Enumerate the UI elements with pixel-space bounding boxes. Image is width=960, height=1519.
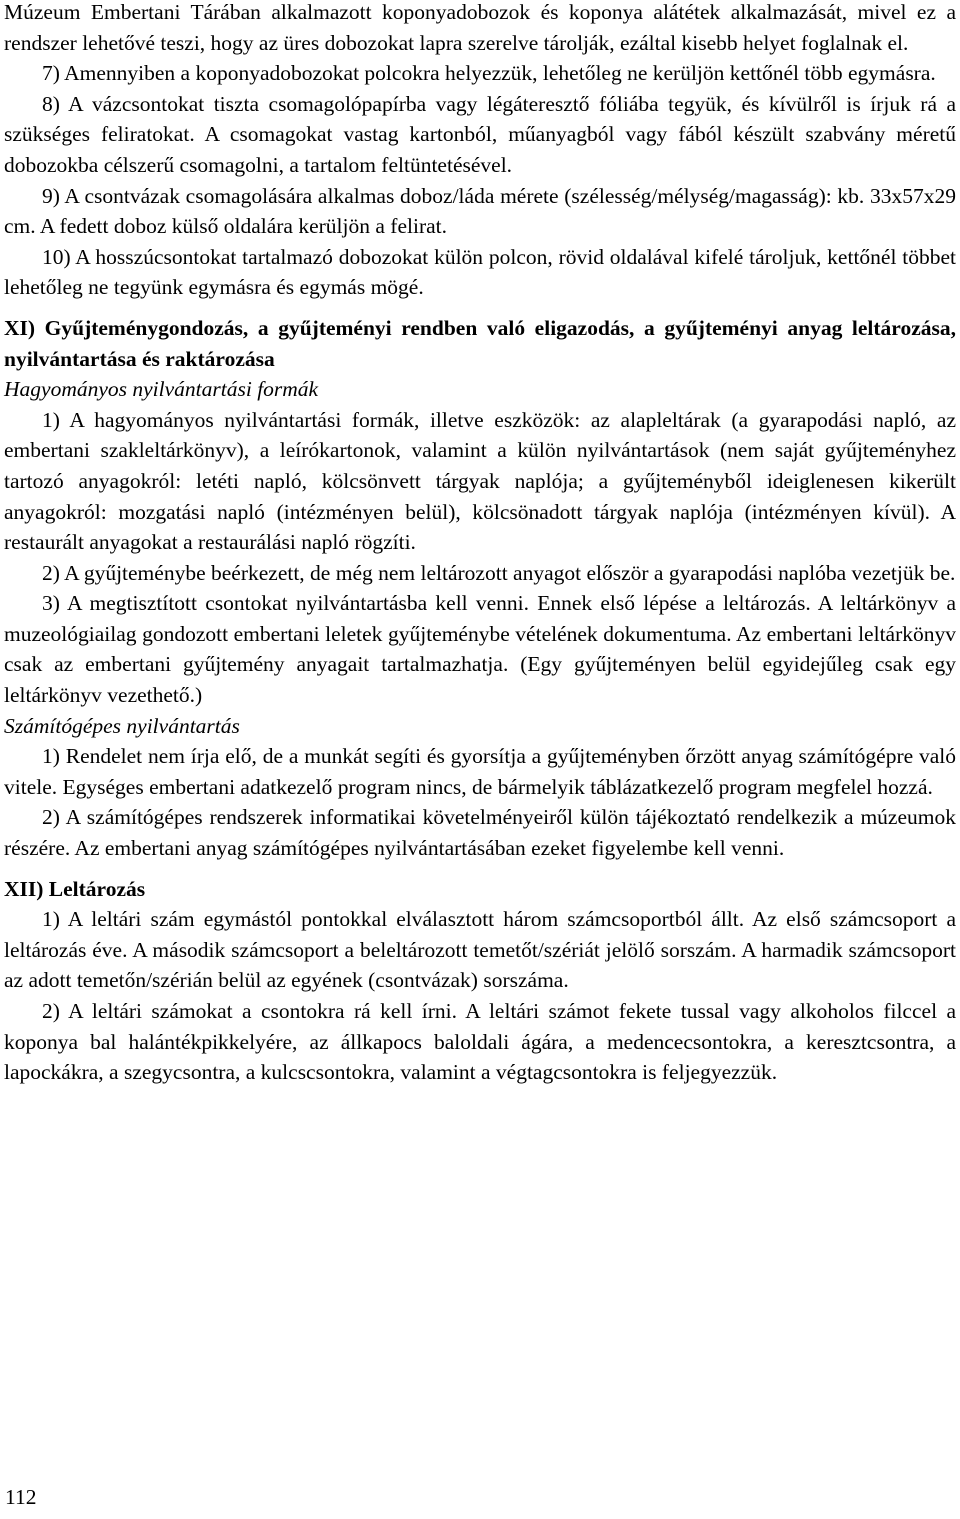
list-item-10: 10) A hosszúcsontokat tartalmazó dobozokat külön polcon, rövid oldalával kifelé tároljuk, kettőnél többet lehetőleg ne tegyünk egymásra és egymás mögé. [4, 244, 956, 300]
list-item-9: 9) A csontvázak csomagolására alkalmas doboz/láda mérete (szélesség/mélység/magasság): kb. 33x57x29 cm. A fedett doboz külső oldalára kerüljön a felirat. [4, 183, 956, 239]
page-number: 112 [5, 1485, 37, 1509]
document-page [4, 0, 956, 1088]
section-xii-heading: XII) Leltározás [4, 876, 146, 901]
section-xi-heading: XI) Gyűjteménygondozás, a gyűjteményi rendben való eligazodás, a gyűjteményi anyag leltározása, nyilvántartása és raktározása [4, 315, 956, 371]
traditional-item-2: 2) A gyűjteménybe beérkezett, de még nem leltározott anyagot először a gyarapodási naplóba vezetjük be. [42, 560, 956, 585]
inventory-item-2: 2) A leltári számokat a csontokra rá kell írni. A leltári számot fekete tussal vagy alkoholos filccel a koponya bal halántékpikkelyére, az állkapocs baloldali ágára, a medencecsontokra, a keresztcsontra, a lapockákra, a szegycsontra, a kulcscsontokra, valamint a végtagcsontokra is feljegyezzük. [4, 999, 956, 1085]
continuation-paragraph: Múzeum Embertani Tárában alkalmazott koponyadobozok és koponya alátétek alkalmazását, mivel ez a rendszer lehetővé teszi, hogy az üres dobozokat lapra szerelve tárolják, ezáltal kisebb helyet foglalnak el. [4, 0, 956, 55]
traditional-item-1: 1) A hagyományos nyilvántartási formák, illetve eszközök: az alapleltárak (a gyarapodási napló, az embertani szakleltárkönyv), a leírókartonok, valamint a külön nyilvántartások (nem saját gyűjteményhez tartozó anyagokról: letéti napló, kölcsönvett tárgyak naplója; a gyűjteményből ideiglenesen kikerült anyagokról: mozgatási napló (intézményen belül), kölcsönadott tárgyak naplója (intézményen kívül). A restaurált anyagokat a restaurálási napló rögzíti. [4, 407, 956, 555]
inventory-item-1: 1) A leltári szám egymástól pontokkal elválasztott három számcsoportból állt. Az első számcsoport a leltározás éve. A második számcsoport a beleltározott temetőt/szériát jelölő sorszám. A harmadik számcsoport az adott temetőn/szérián belül az egyének (csontvázak) sorszáma. [4, 907, 956, 993]
computer-item-1: 1) Rendelet nem írja elő, de a munkát segíti és gyorsítja a gyűjteményben őrzött anyag számítógépre való vitele. Egységes embertani adatkezelő program nincs, de bármelyik táblázatkezelő program megfelel hozzá. [4, 744, 956, 799]
computer-item-2: 2) A számítógépes rendszerek informatikai követelményeiről külön tájékoztató rendelkezik a múzeumok részére. Az embertani anyag számítógépes nyilvántartásában ezeket figyelembe kell venni. [4, 805, 956, 861]
list-item-7: 7) Amennyiben a koponyadobozokat polcokra helyezzük, lehetőleg ne kerüljön kettőnél több egymásra. [42, 61, 936, 86]
subhead-traditional: Hagyományos nyilvántartási formák [4, 377, 319, 402]
traditional-item-3: 3) A megtisztított csontokat nyilvántartásba kell venni. Ennek első lépése a leltározás. A leltárkönyv a muzeológiailag gondozott embertani leletek gyűjteménybe vételének dokumentuma. Az embertani leltárkönyv csak az embertani gyűjtemény anyagait tartalmazhatja. (Egy gyűjteményen belül egyidejűleg csak egy leltárkönyv vezethető.) [4, 591, 956, 708]
list-item-8: 8) A vázcsontokat tiszta csomagolópapírba vagy légáteresztő fóliába tegyük, és kívülről is írjuk rá a szükséges feliratokat. A csomagokat vastag kartonból, műanyagból vagy fából készült szabvány méretű dobozokba célszerű csomagolni, a tartalom feltüntetésével. [4, 91, 956, 177]
subhead-computer: Számítógépes nyilvántartás [4, 713, 240, 738]
